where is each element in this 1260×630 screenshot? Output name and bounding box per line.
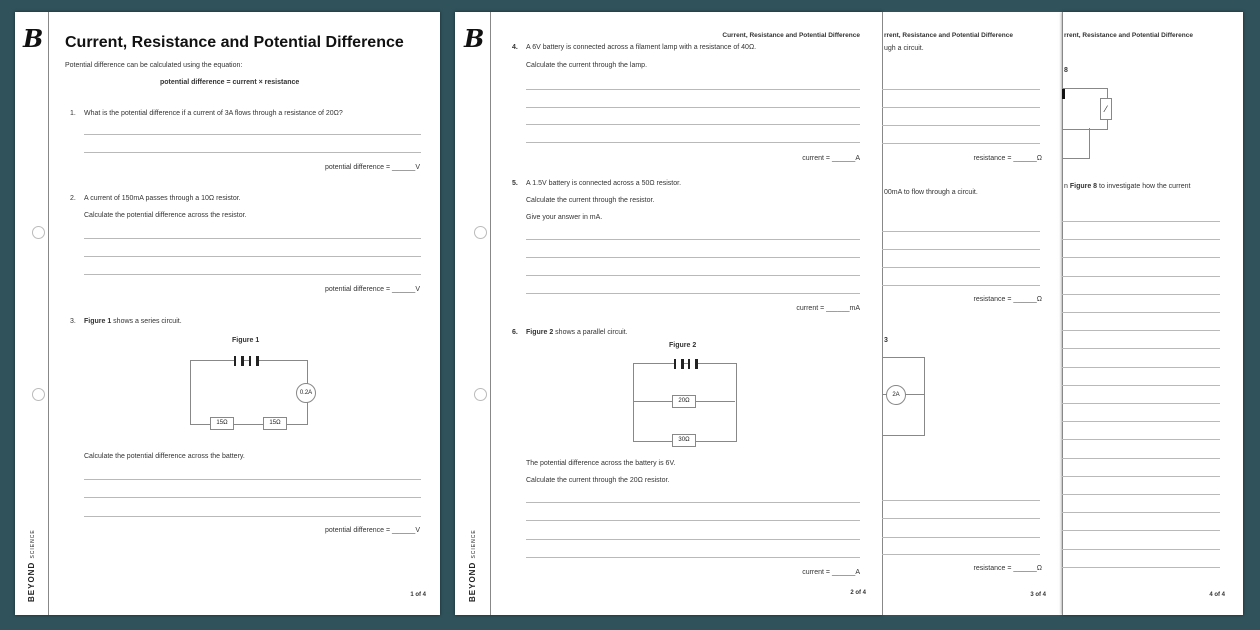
answer-line: [84, 256, 421, 257]
q4-text: Calculate the current through the lamp.: [526, 62, 648, 69]
answer-line: [1062, 330, 1220, 331]
answer-line: [882, 107, 1040, 108]
q5-text: Calculate the current through the resistor.: [526, 197, 655, 204]
answer-line: [1062, 494, 1220, 495]
q1-answer: potential difference = ______V: [324, 164, 420, 171]
resistor: 30Ω: [672, 434, 696, 447]
circuit-fragment: [1062, 128, 1090, 159]
q5-number: 5.: [512, 180, 518, 187]
answer-line: [526, 107, 860, 108]
answer-line: [1062, 458, 1220, 459]
page-header: Current, Resistance and Potential Difference: [722, 32, 860, 39]
answer-line: [882, 554, 1040, 555]
margin-line: [490, 12, 491, 615]
question-text: n Figure 8 to investigate how the current: [1064, 183, 1191, 190]
page-number: 3 of 4: [1030, 592, 1046, 598]
page-number: 4 of 4: [1209, 592, 1225, 598]
brand-wordmark: BEYOND SCIENCE: [468, 529, 477, 602]
page-number: 1 of 4: [410, 592, 426, 598]
answer-line: [1062, 549, 1220, 550]
q6-answer: current = ______A: [802, 569, 860, 576]
page-1: [15, 12, 440, 615]
intro-text: Potential difference can be calculated using the equation:: [65, 62, 243, 69]
page-header: rrent, Resistance and Potential Difference: [884, 32, 1013, 39]
answer-line: [526, 142, 860, 143]
q5-answer: current = ______mA: [796, 305, 860, 312]
answer-line: [1062, 421, 1220, 422]
q1-number: 1.: [70, 110, 76, 117]
punch-hole: [474, 388, 487, 401]
answer-line: [1062, 257, 1220, 258]
brand-wordmark: BEYOND SCIENCE: [27, 529, 36, 602]
punch-hole: [32, 388, 45, 401]
answer-line: [526, 520, 860, 521]
answer-line: [84, 516, 421, 517]
answer-line: [526, 89, 860, 90]
q3-number: 3.: [70, 318, 76, 325]
battery-cell-icon: [234, 356, 244, 366]
answer-line: [1062, 221, 1220, 222]
answer-line: [1062, 276, 1220, 277]
resistor: 20Ω: [672, 395, 696, 408]
answer-line: [1062, 439, 1220, 440]
equation: potential difference = current × resistance: [160, 79, 300, 86]
answer-line: [84, 238, 421, 239]
answer-line: [84, 134, 421, 135]
answer-line: [882, 518, 1040, 519]
q1-text: What is the potential difference if a current of 3A flows through a resistance of 20Ω?: [84, 110, 343, 117]
q2-text: A current of 150mA passes through a 10Ω resistor.: [84, 195, 241, 202]
answer-line: [1062, 512, 1220, 513]
answer-line: [1062, 476, 1220, 477]
answer-line: [84, 274, 421, 275]
answer-line: [882, 249, 1040, 250]
thermistor-icon: ⁄: [1100, 98, 1112, 120]
q4-text: A 6V battery is connected across a filament lamp with a resistance of 40Ω.: [526, 44, 757, 51]
page-header: rrent, Resistance and Potential Difference: [1064, 32, 1193, 39]
ammeter: 2A: [886, 385, 906, 405]
answer-line: [882, 285, 1040, 286]
answer-line: [526, 539, 860, 540]
answer-line: [1062, 403, 1220, 404]
q6-number: 6.: [512, 329, 518, 336]
q2-number: 2.: [70, 195, 76, 202]
answer-line: [526, 124, 860, 125]
q5-text: Give your answer in mA.: [526, 214, 603, 221]
q3-text: Figure 1 shows a series circuit.: [84, 318, 182, 325]
answer-line: [526, 293, 860, 294]
answer-line: [84, 152, 421, 153]
answer-line: [1062, 385, 1220, 386]
q6-text: Figure 2 shows a parallel circuit.: [526, 329, 628, 336]
battery-cell-icon: [674, 359, 684, 369]
answer-line: [882, 267, 1040, 268]
q6-text: The potential difference across the battery is 6V.: [526, 460, 676, 467]
answer-line: [882, 89, 1040, 90]
figure-1-title: Figure 1: [232, 337, 260, 344]
question-text: ugh a circuit.: [884, 45, 924, 52]
answer-line: [84, 497, 421, 498]
answer-line: [526, 275, 860, 276]
q4-number: 4.: [512, 44, 518, 51]
answer-line: [1062, 312, 1220, 313]
page-edge: [882, 12, 883, 615]
margin-line: [48, 12, 49, 615]
answer-line: [526, 257, 860, 258]
answer-line: [1062, 239, 1220, 240]
answer-line: [526, 239, 860, 240]
answer-line: [882, 537, 1040, 538]
answer-line: [1062, 567, 1220, 568]
answer-line: [84, 479, 421, 480]
battery-cell-icon: [1062, 89, 1065, 99]
figure-title-fragment: 8: [1064, 67, 1068, 74]
ammeter: 0.2A: [296, 383, 316, 403]
beyond-logo: B: [23, 24, 44, 53]
answer-line: [882, 500, 1040, 501]
answer: resistance = ______Ω: [973, 296, 1042, 303]
answer-line: [882, 231, 1040, 232]
resistor: 15Ω: [263, 417, 287, 430]
battery-cell-icon: [688, 359, 698, 369]
answer-line: [1062, 294, 1220, 295]
page-number: 2 of 4: [850, 590, 866, 596]
answer-line: [1062, 367, 1220, 368]
battery-cell-icon: [249, 356, 259, 366]
answer-line: [882, 143, 1040, 144]
answer-line: [526, 502, 860, 503]
figure-title-fragment: 3: [884, 337, 888, 344]
answer-line: [1062, 348, 1220, 349]
q6-text: Calculate the current through the 20Ω resistor.: [526, 477, 670, 484]
q3-text2: Calculate the potential difference across the battery.: [84, 453, 245, 460]
question-text: 00mA to flow through a circuit.: [884, 189, 978, 196]
answer-line: [1062, 530, 1220, 531]
answer-line: [882, 125, 1040, 126]
resistor: 15Ω: [210, 417, 234, 430]
q2-text: Calculate the potential difference across the resistor.: [84, 212, 247, 219]
beyond-logo: B: [464, 24, 485, 53]
figure-2-title: Figure 2: [669, 342, 697, 349]
punch-hole: [32, 226, 45, 239]
page-2: [455, 12, 882, 615]
page-3: [882, 12, 1062, 615]
answer-line: [526, 557, 860, 558]
page-4: [1062, 12, 1243, 615]
punch-hole: [474, 226, 487, 239]
q3-answer: potential difference = ______V: [324, 527, 420, 534]
answer: resistance = ______Ω: [973, 155, 1042, 162]
q5-text: A 1.5V battery is connected across a 50Ω resistor.: [526, 180, 682, 187]
page-title: Current, Resistance and Potential Difference: [65, 34, 404, 51]
answer: resistance = ______Ω: [973, 565, 1042, 572]
q4-answer: current = ______A: [802, 155, 860, 162]
q2-answer: potential difference = ______V: [324, 286, 420, 293]
